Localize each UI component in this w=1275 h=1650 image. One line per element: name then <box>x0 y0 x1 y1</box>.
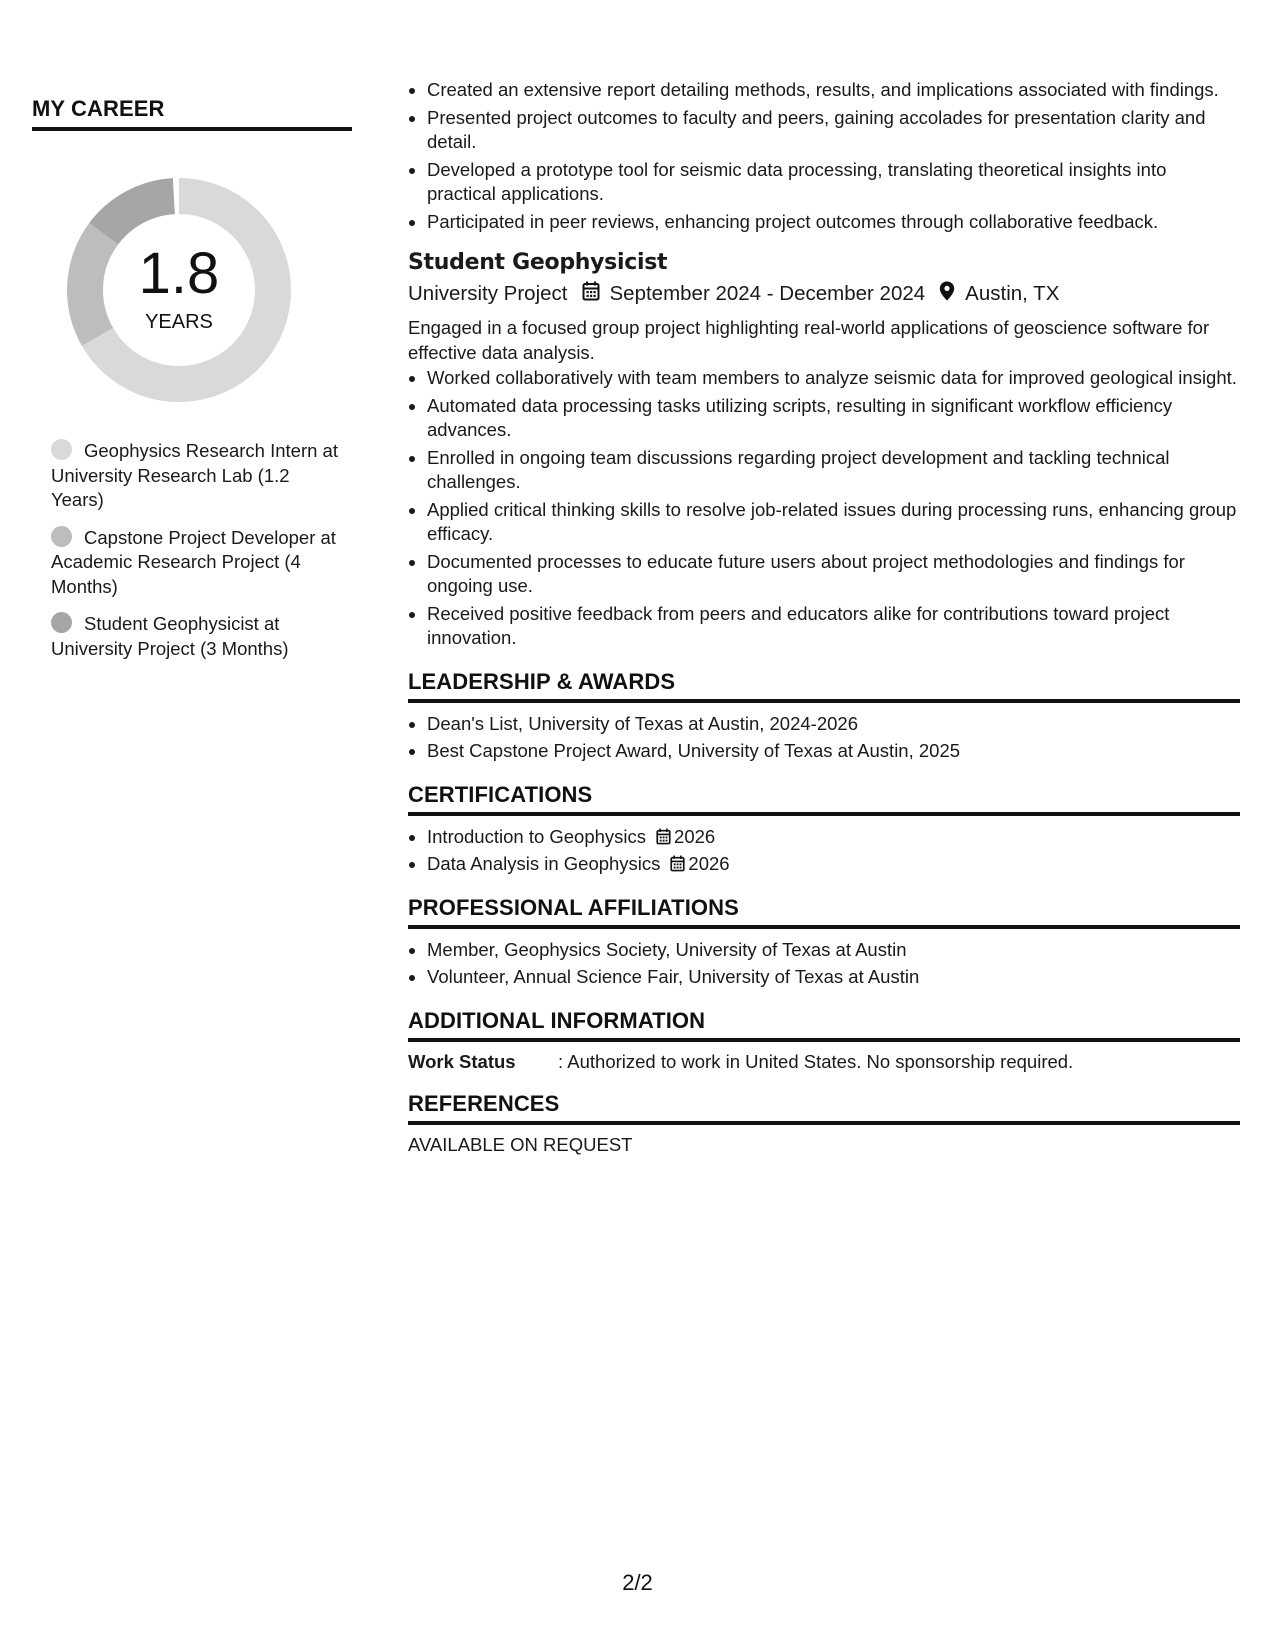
legend-text: Student Geophysicist at University Project (3 Months) <box>51 613 289 659</box>
certifications-list <box>408 825 1240 877</box>
map-pin-icon <box>939 281 955 307</box>
legend-item <box>51 439 341 513</box>
references-section <box>408 1091 1240 1156</box>
list-item: • Received positive feedback from peers and educators alike for contributions toward project innovation. <box>427 602 1240 651</box>
career-title: MY CAREER <box>32 96 352 131</box>
career-legend <box>51 439 341 661</box>
cert-name: Data Analysis in Geophysics <box>427 853 661 874</box>
job-title: Student Geophysicist <box>408 250 668 275</box>
legend-item <box>51 526 341 600</box>
references-title: REFERENCES <box>408 1091 1240 1125</box>
work-status-label: Work Status <box>408 1050 516 1072</box>
list-item <box>427 852 1240 877</box>
job-dates: September 2024 - December 2024 <box>609 282 926 305</box>
calendar-icon <box>656 826 674 847</box>
work-status-value: : Authorized to work in United States. No sponsorship required. <box>558 1050 1074 1072</box>
affiliations-list <box>408 938 1240 990</box>
affiliations-section <box>408 895 1240 990</box>
list-item: • Documented processes to educate future users about project methodologies and findings for ongoing use. <box>427 550 1240 599</box>
legend-text: Geophysics Research Intern at University Research Lab (1.2 Years) <box>51 440 338 510</box>
donut-value: 1.8 <box>138 241 220 306</box>
list-item: • Automated data processing tasks utilizing scripts, resulting in significant workflow efficiency advances. <box>427 394 1240 443</box>
additional-info-title: ADDITIONAL INFORMATION <box>408 1008 1240 1042</box>
list-item: • Dean's List, University of Texas at Austin, 2024-2026 <box>427 712 1240 737</box>
job-company: University Project <box>408 282 568 305</box>
list-item: • Applied critical thinking skills to resolve job-related issues during processing runs, enhancing group efficacy. <box>427 498 1240 547</box>
cert-year: 2026 <box>688 853 730 874</box>
additional-info-section <box>408 1008 1240 1073</box>
calendar-icon <box>670 853 688 874</box>
previous-job-bullets <box>408 78 1240 234</box>
list-item: • Developed a prototype tool for seismic data processing, translating theoretical insights into practical applications. <box>427 158 1240 207</box>
list-item: • Participated in peer reviews, enhancing project outcomes through collaborative feedback. <box>427 210 1240 235</box>
main-content <box>408 78 1240 1156</box>
list-item: • Best Capstone Project Award, University of Texas at Austin, 2025 <box>427 739 1240 764</box>
list-item: • Presented project outcomes to faculty and peers, gaining accolades for presentation clarity and detail. <box>427 106 1240 155</box>
awards-title: LEADERSHIP & AWARDS <box>408 669 1240 703</box>
job-bullets <box>408 366 1240 651</box>
affiliations-title: PROFESSIONAL AFFILIATIONS <box>408 895 1240 929</box>
list-item: • Worked collaboratively with team members to analyze seismic data for improved geological insight. <box>427 366 1240 391</box>
career-sidebar <box>32 96 352 674</box>
job-description: Engaged in a focused group project highlighting real-world applications of geoscience software for effective data analysis. <box>408 317 1210 363</box>
list-item: • Volunteer, Annual Science Fair, University of Texas at Austin <box>427 965 1240 990</box>
page-number: 2/2 <box>622 1570 653 1595</box>
certifications-section <box>408 782 1240 877</box>
donut-label: YEARS <box>145 311 213 333</box>
cert-year: 2026 <box>674 825 716 847</box>
awards-list <box>408 712 1240 764</box>
legend-dot-icon <box>51 526 72 547</box>
job-meta <box>408 281 1240 307</box>
legend-text: Capstone Project Developer at Academic Research Project (4 Months) <box>51 526 336 597</box>
job-location: Austin, TX <box>965 282 1060 305</box>
calendar-icon <box>582 281 600 307</box>
legend-dot-icon <box>51 439 72 460</box>
work-status-row <box>408 1051 1240 1073</box>
awards-section <box>408 669 1240 764</box>
list-item <box>427 825 1240 850</box>
list-item: • Member, Geophysics Society, University of Texas at Austin <box>427 938 1240 963</box>
cert-name: Introduction to Geophysics <box>427 825 647 847</box>
certifications-title: CERTIFICATIONS <box>408 782 1240 816</box>
references-text: AVAILABLE ON REQUEST <box>408 1133 633 1155</box>
list-item: • Enrolled in ongoing team discussions regarding project development and tackling technical challenges. <box>427 446 1240 495</box>
list-item: • Created an extensive report detailing methods, results, and implications associated with findings. <box>427 78 1240 103</box>
legend-dot-icon <box>51 612 72 633</box>
legend-item <box>51 612 341 661</box>
career-donut-chart <box>64 175 294 405</box>
